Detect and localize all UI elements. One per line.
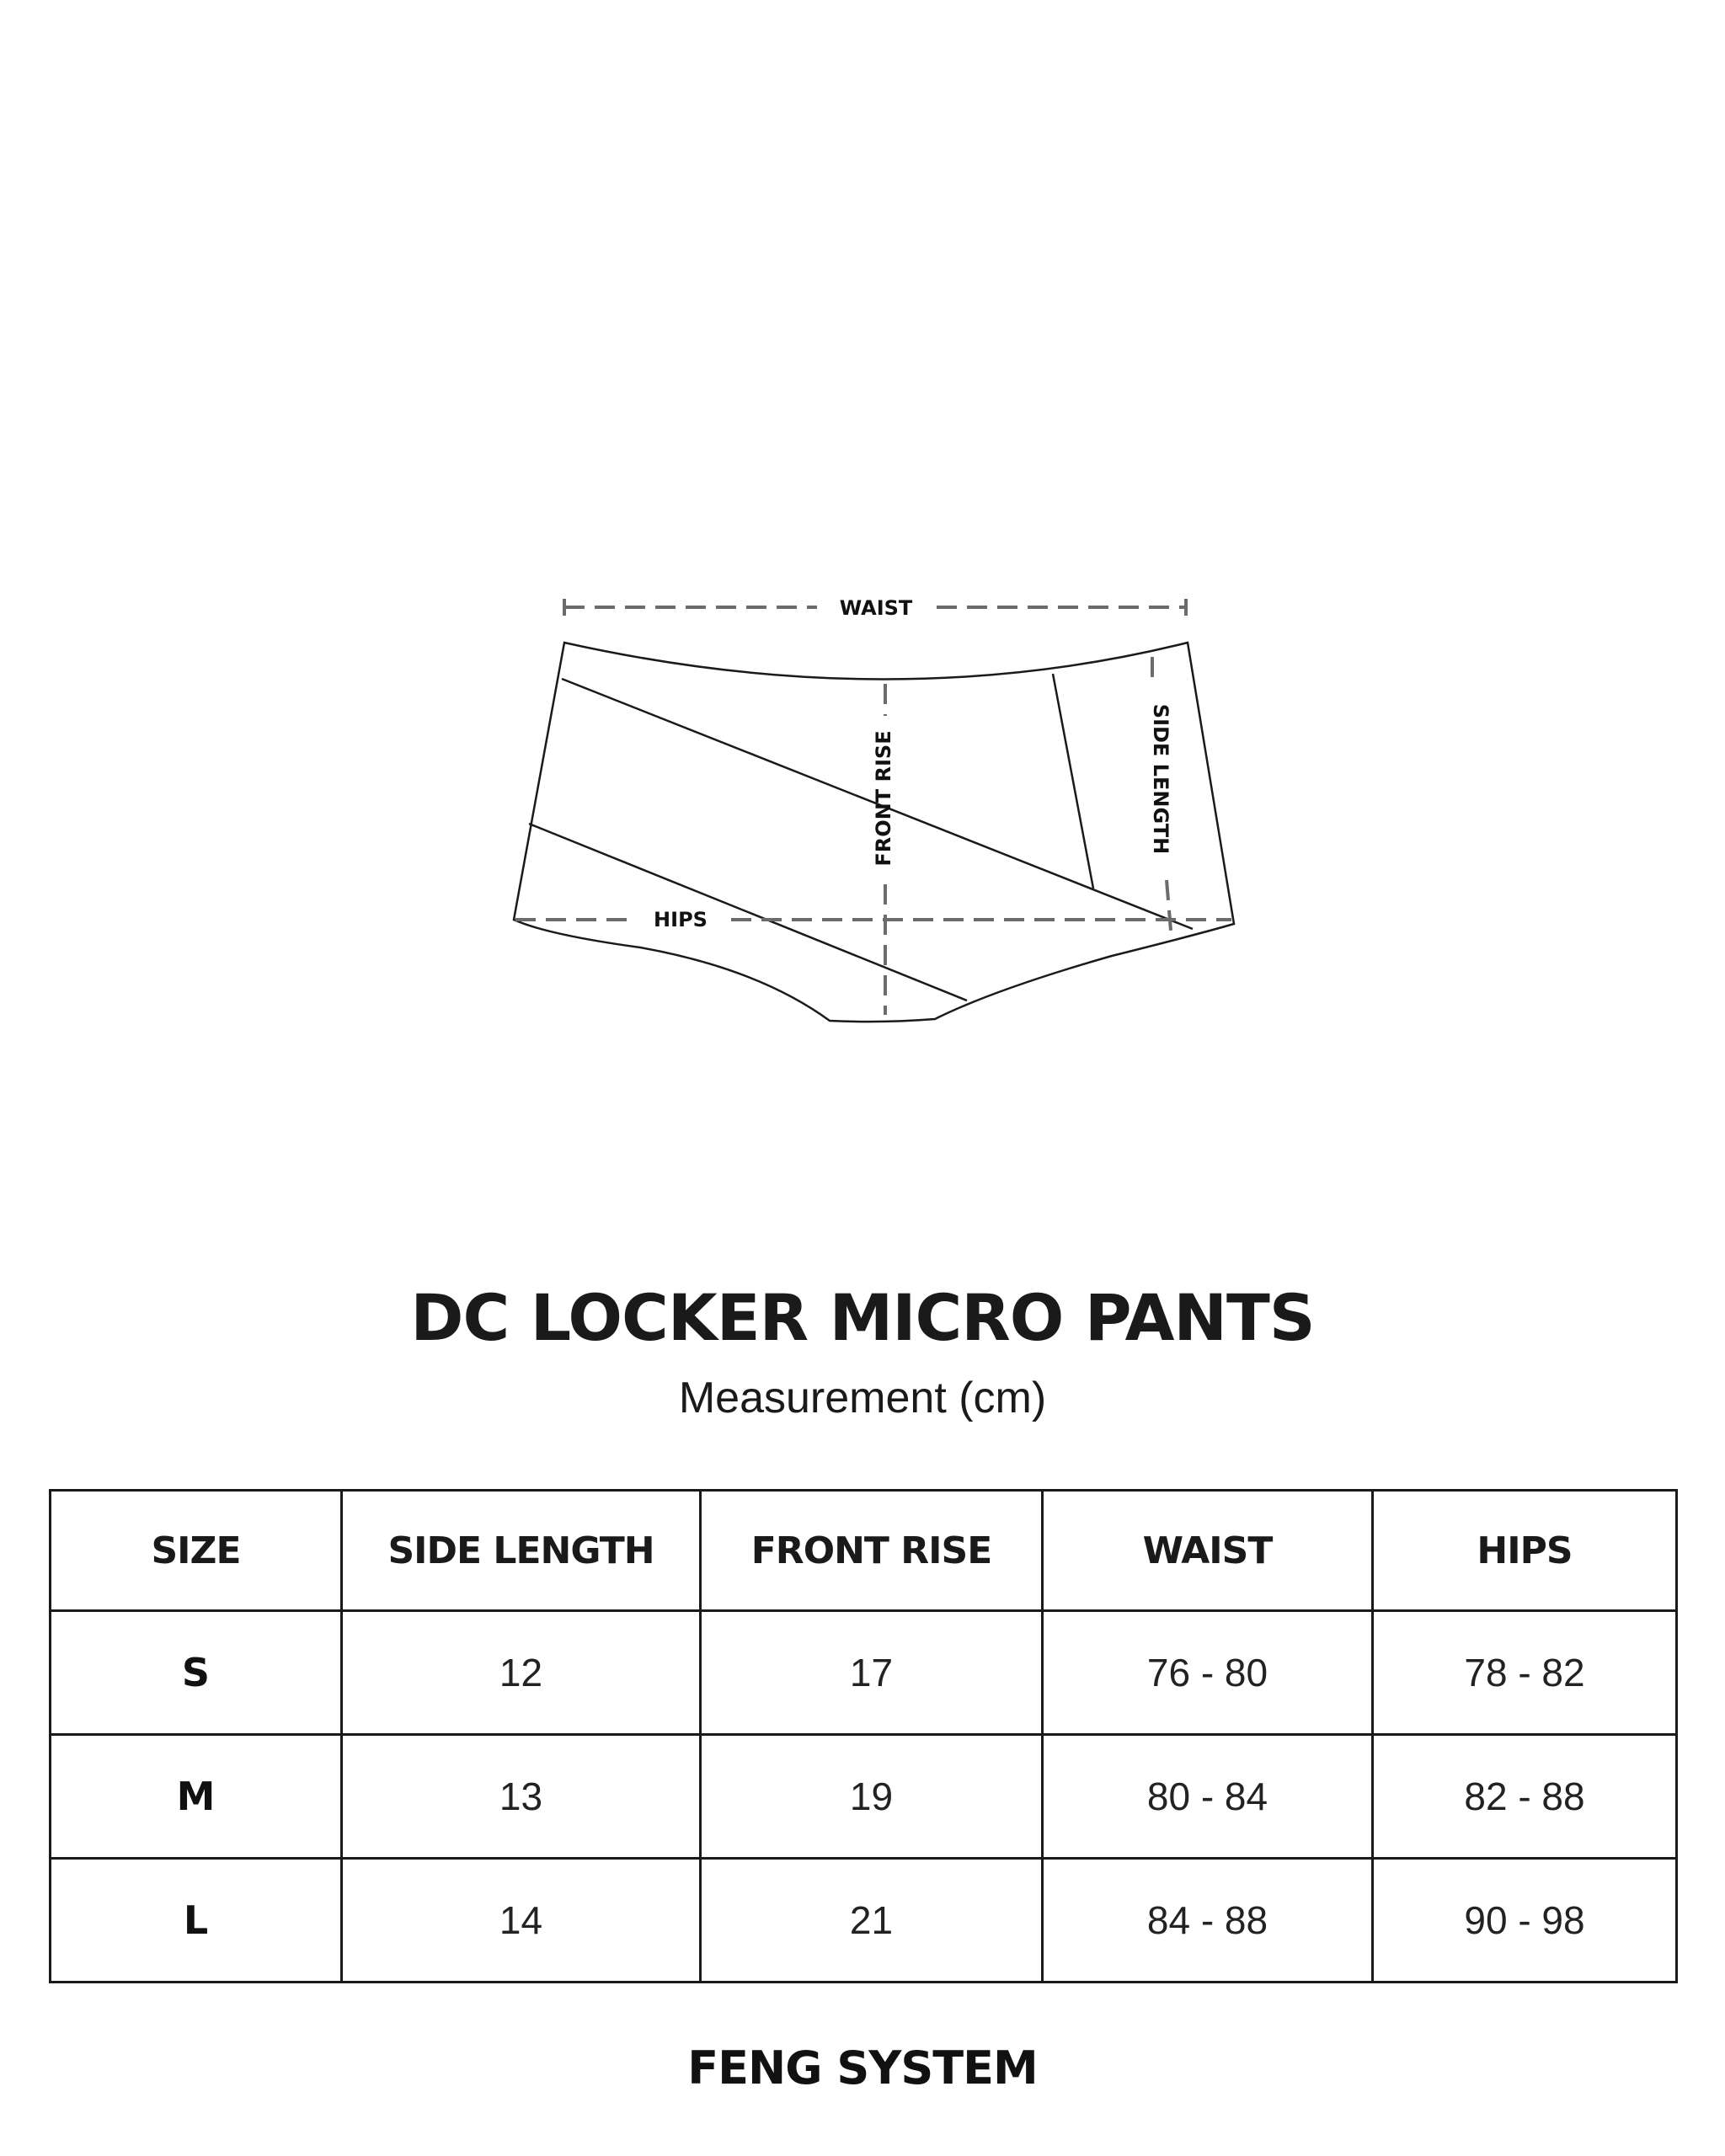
size-cell: L [51,1859,342,1983]
measurement-unit-subtitle: Measurement (cm) [678,1374,1047,1422]
size-cell: M [51,1735,342,1859]
table-row [51,1735,1677,1859]
size-cell: S [51,1611,342,1735]
side-length-label: SIDE LENGTH [1149,703,1172,855]
header-hips: HIPS [1373,1491,1677,1611]
hips-label: HIPS [654,908,708,931]
hips-cell: 90 - 98 [1373,1859,1677,1983]
front-rise-cell: 19 [701,1735,1043,1859]
product-title: DC LOCKER MICRO PANTS [410,1280,1315,1355]
header-front-rise: FRONT RISE [701,1491,1043,1611]
size-chart-table [49,1489,1678,1983]
hips-cell: 82 - 88 [1373,1735,1677,1859]
table-header-row [51,1491,1677,1611]
side-length-cell: 13 [342,1735,701,1859]
table-row [51,1859,1677,1983]
front-rise-cell: 17 [701,1611,1043,1735]
waist-cell: 76 - 80 [1043,1611,1373,1735]
front-rise-cell: 21 [701,1859,1043,1983]
header-size: SIZE [51,1491,342,1611]
table-row [51,1611,1677,1735]
waist-label: WAIST [839,596,913,620]
brand-name: FENG SYSTEM [687,2041,1038,2095]
waist-cell: 84 - 88 [1043,1859,1373,1983]
hips-cell: 78 - 82 [1373,1611,1677,1735]
side-length-cell: 12 [342,1611,701,1735]
side-length-cell: 14 [342,1859,701,1983]
header-side-length: SIDE LENGTH [342,1491,701,1611]
header-waist: WAIST [1043,1491,1373,1611]
front-rise-label: FRONT RISE [872,730,895,867]
waist-cell: 80 - 84 [1043,1735,1373,1859]
